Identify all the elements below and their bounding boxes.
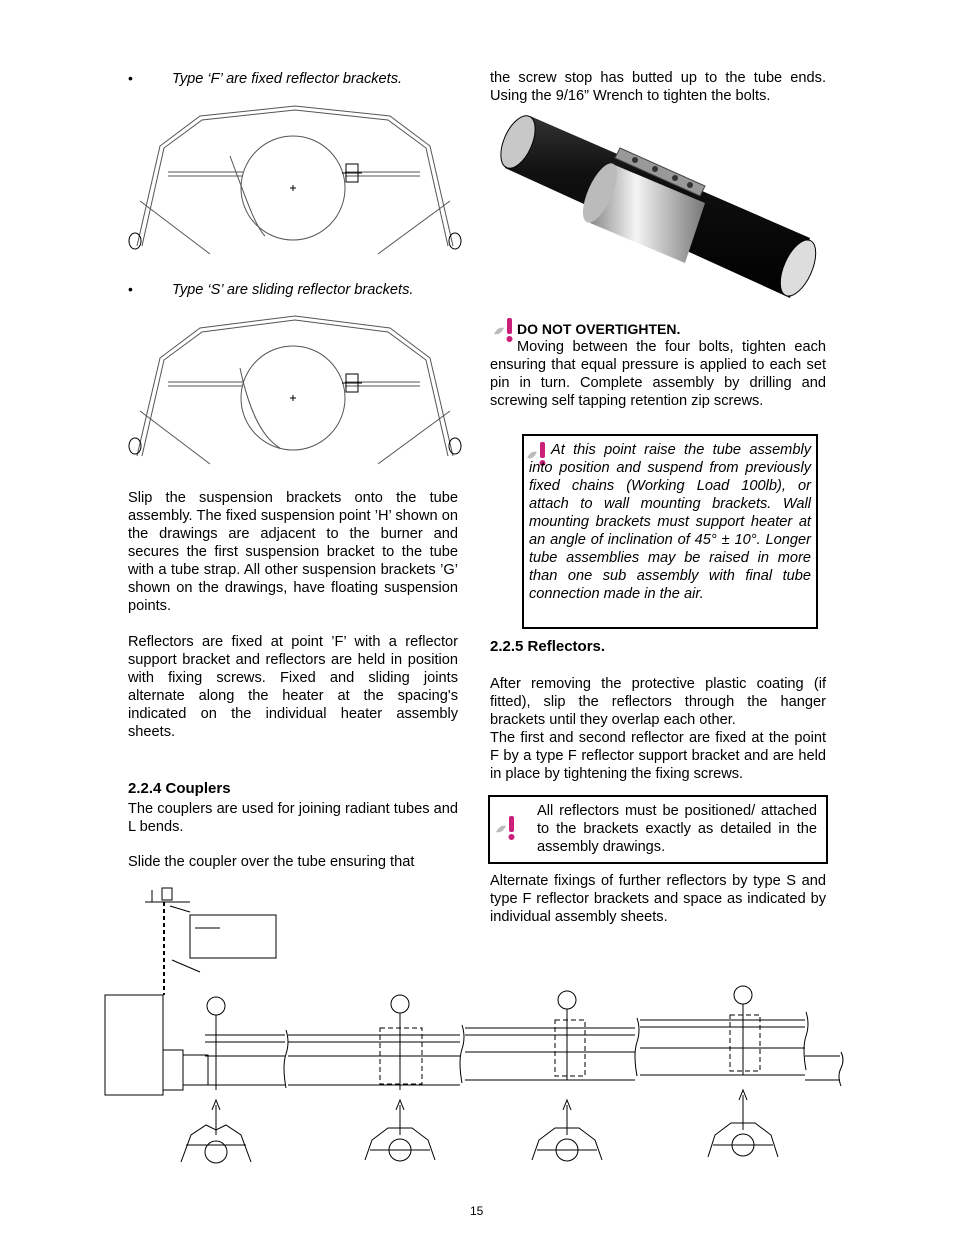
paragraph-alternate-fixings: Alternate fixings of further reflectors by type S and type F reflector brackets and space as indicated by individual assembly sheets. (490, 873, 826, 925)
page-number: 15 (470, 1204, 484, 1218)
paragraph-reflectors-1: After removing the protective plastic coating (if fitted), slip the reflectors through the hanger brackets until they overlap each other. (490, 676, 826, 728)
bullet-type-s: Type ‘S’ are sliding reflector brackets. (172, 282, 414, 298)
note-box-raise-tube (522, 434, 818, 629)
heater-assembly-drawing (100, 880, 850, 1175)
paragraph-reflectors-2: The first and second reflector are fixed at the point F by a type F reflector support bracket and are held in place by tightening the fixing screws. (490, 730, 826, 782)
note-box-position (488, 795, 828, 864)
note-position-text: All reflectors must be positioned/ attached to the brackets exactly as detailed in the assembly drawings. (537, 803, 817, 855)
heading-reflectors: 2.2.5 Reflectors. (490, 638, 606, 655)
paragraph-reflector-fixing: Reflectors are fixed at point ’F’ with a reflector support bracket and reflectors are held in position with fixing screws. Fixed and sliding joints alternate along the heater at the spacing's indicated on the individual heater assembly sheets. (128, 634, 458, 740)
heading-couplers: 2.2.4 Couplers (128, 780, 231, 797)
type-f-bracket-drawing (120, 96, 480, 261)
warning-title: DO NOT OVERTIGHTEN. (517, 321, 681, 337)
paragraph-suspension-brackets: Slip the suspension brackets onto the tube assembly. The fixed suspension point ’H’ shown on the drawings are adjacent to the burner and secures the first suspension bracket to the tube with a tube strap. All other suspension brackets ’G’ shown on the drawings, have floating suspension points. (128, 490, 458, 614)
note-raise-text: At this point raise the tube assembly into position and suspend from previously fixed chains (Working Load 100lb), or attach to wall mounting brackets. Wall mounting brackets must support heater at an angle of inclination of 45° ± 10°. Longer tube assemblies may be raised in more than one sub assembly with final tube connection made in the air. (529, 442, 811, 602)
paragraph-screw-stop: the screw stop has butted up to the tube ends. Using the 9/16” Wrench to tighten the bolts. (490, 70, 826, 104)
bullet-icon: • (128, 70, 133, 86)
exclamation-warning-icon (494, 814, 520, 842)
bullet-icon: • (128, 281, 133, 297)
coupler-tube-illustration (490, 108, 820, 313)
paragraph-couplers: The couplers are used for joining radiant tubes and L bends. (128, 801, 458, 835)
type-s-bracket-drawing (120, 306, 480, 471)
bullet-type-f: Type ‘F’ are fixed reflector brackets. (172, 71, 403, 87)
paragraph-slide-coupler: Slide the coupler over the tube ensuring that (128, 854, 415, 870)
warning-body: Moving between the four bolts, tighten each ensuring that equal pressure is applied to each set pin in turn. Complete assembly by drilling and screwing self tapping retention zip screws. (490, 339, 826, 409)
